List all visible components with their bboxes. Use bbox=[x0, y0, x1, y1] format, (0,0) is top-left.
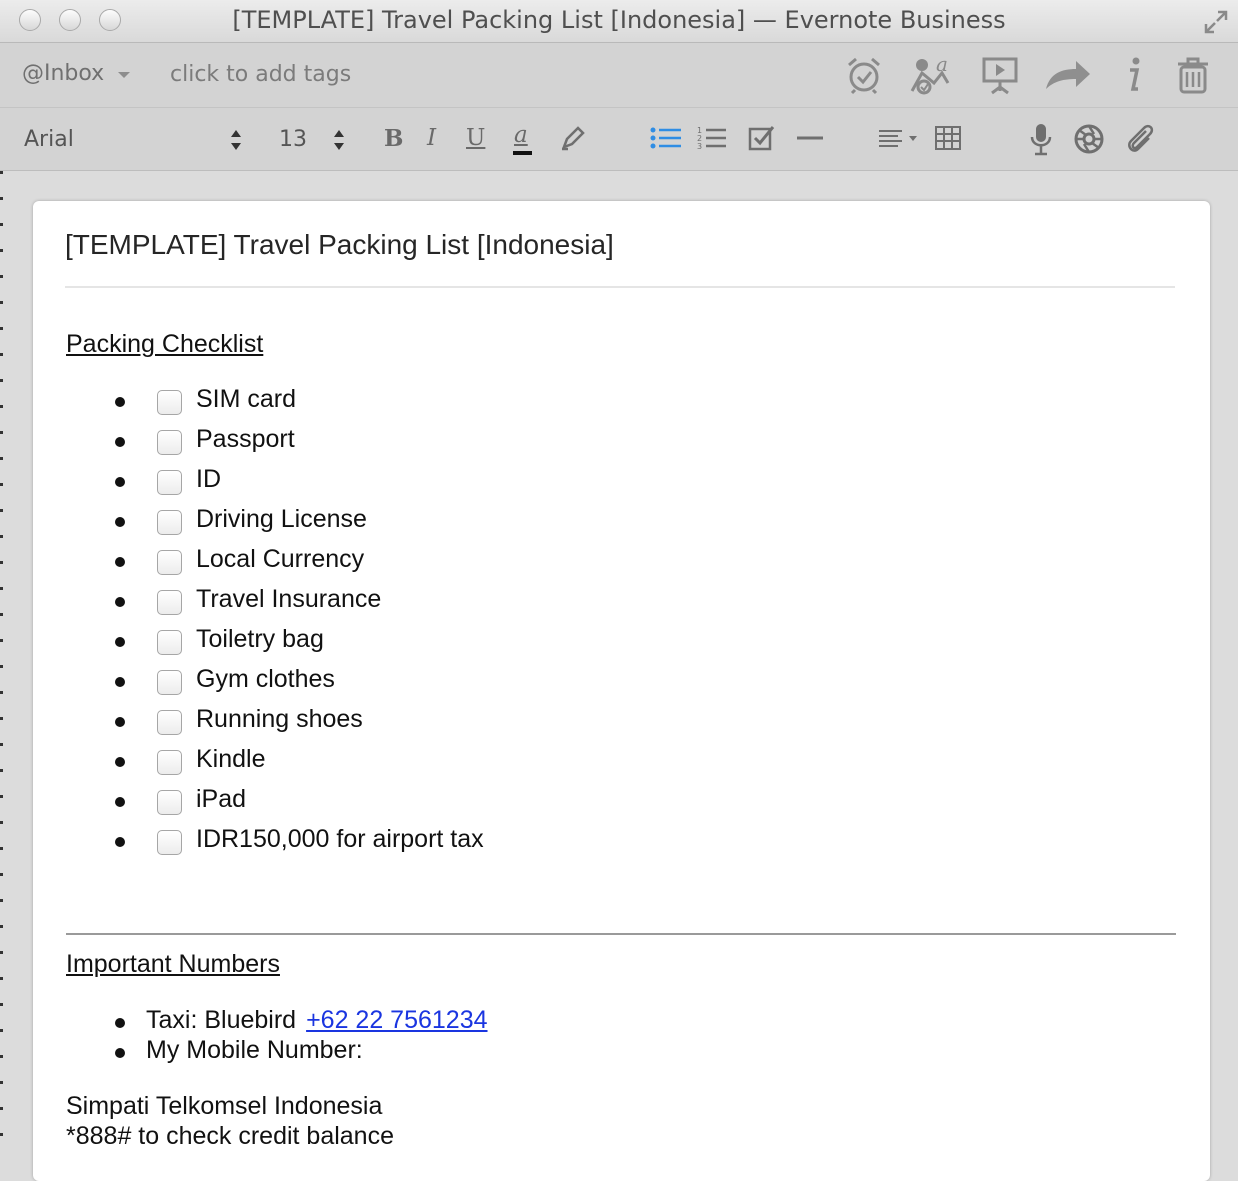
list-item bbox=[33, 1036, 833, 1066]
checklist-item bbox=[33, 823, 833, 863]
checklist-item-label: Travel Insurance bbox=[196, 585, 382, 613]
microphone-icon[interactable] bbox=[1029, 122, 1053, 156]
bullet bbox=[115, 757, 125, 767]
checklist-item bbox=[33, 623, 833, 663]
bullet bbox=[115, 837, 125, 847]
presentation-mode-icon[interactable] bbox=[980, 55, 1020, 95]
todo-checkbox[interactable] bbox=[157, 470, 182, 495]
section-divider bbox=[66, 933, 1176, 935]
svg-text:1: 1 bbox=[697, 126, 703, 135]
text-color-button[interactable]: a bbox=[514, 122, 528, 148]
font-size-select[interactable]: 13 bbox=[279, 127, 307, 152]
title-divider bbox=[65, 286, 1175, 288]
checklist-item-label: Passport bbox=[196, 425, 295, 453]
highlighter-icon[interactable] bbox=[560, 125, 586, 151]
todo-checkbox[interactable] bbox=[157, 790, 182, 815]
formatting-toolbar bbox=[0, 108, 1238, 171]
font-family-select[interactable]: Arial bbox=[24, 127, 74, 152]
checklist-item-label: SIM card bbox=[196, 385, 297, 413]
camera-icon[interactable] bbox=[1073, 123, 1105, 155]
checklist-item-label: Local Currency bbox=[196, 545, 365, 573]
font-size-stepper-icon[interactable] bbox=[333, 128, 345, 152]
window-edge bbox=[0, 171, 3, 1153]
checklist-item-label: ID bbox=[196, 465, 221, 493]
checklist-item-label: Gym clothes bbox=[196, 665, 335, 693]
bullet bbox=[115, 397, 125, 407]
bullet bbox=[115, 557, 125, 567]
checklist-item-label: Toiletry bag bbox=[196, 625, 324, 653]
notebook-name: @Inbox bbox=[22, 61, 105, 86]
checklist-item-label: IDR150,000 for airport tax bbox=[196, 825, 484, 853]
checklist-item bbox=[33, 783, 833, 823]
chevron-down-icon bbox=[117, 70, 131, 80]
reminder-alarm-icon[interactable] bbox=[845, 55, 883, 95]
text-color-swatch bbox=[513, 151, 532, 155]
todo-checkbox[interactable] bbox=[157, 390, 182, 415]
svg-text:2: 2 bbox=[697, 134, 703, 143]
checklist-item-label: Driving License bbox=[196, 505, 367, 533]
taxi-label: Taxi: Bluebird bbox=[146, 1006, 297, 1034]
checklist-item bbox=[33, 583, 833, 623]
balance-tip-text: *888# to check credit balance bbox=[66, 1122, 394, 1150]
note-editor[interactable] bbox=[33, 201, 1210, 1181]
bullet bbox=[115, 1048, 125, 1058]
checklist-item-label: Running shoes bbox=[196, 705, 363, 733]
bullet bbox=[115, 1018, 125, 1028]
notebook-selector[interactable] bbox=[22, 61, 131, 86]
todo-checkbox[interactable] bbox=[157, 630, 182, 655]
bullet bbox=[115, 717, 125, 727]
window-title: [TEMPLATE] Travel Packing List [Indonesia] — Evernote Business bbox=[232, 6, 1006, 34]
svg-text:3: 3 bbox=[697, 142, 703, 151]
table-icon[interactable] bbox=[934, 125, 962, 151]
svg-text:a: a bbox=[936, 53, 948, 76]
bullet bbox=[115, 517, 125, 527]
bullet bbox=[115, 677, 125, 687]
horizontal-rule-icon[interactable] bbox=[796, 135, 824, 141]
title-bar bbox=[0, 0, 1238, 43]
font-family-stepper-icon[interactable] bbox=[230, 128, 242, 152]
packing-checklist-heading: Packing Checklist bbox=[66, 330, 264, 358]
bullet bbox=[115, 797, 125, 807]
info-icon[interactable] bbox=[1122, 55, 1146, 95]
checklist-item bbox=[33, 743, 833, 783]
todo-checkbox[interactable] bbox=[157, 670, 182, 695]
bullet bbox=[115, 437, 125, 447]
checklist-item bbox=[33, 423, 833, 463]
bullet bbox=[115, 477, 125, 487]
checklist-item bbox=[33, 703, 833, 743]
checklist-item bbox=[33, 383, 833, 423]
underline-button[interactable]: U bbox=[466, 125, 486, 151]
work-chat-icon[interactable] bbox=[908, 53, 954, 97]
checklist-item bbox=[33, 663, 833, 703]
todo-checkbox[interactable] bbox=[157, 830, 182, 855]
taxi-phone-link[interactable]: +62 22 7561234 bbox=[306, 1006, 488, 1034]
bulleted-list-icon[interactable] bbox=[650, 126, 682, 150]
todo-checkbox[interactable] bbox=[157, 590, 182, 615]
checkbox-icon[interactable] bbox=[748, 124, 776, 152]
checklist-item bbox=[33, 463, 833, 503]
mobile-number-label: My Mobile Number: bbox=[146, 1036, 363, 1064]
bullet bbox=[115, 637, 125, 647]
checklist-item bbox=[33, 503, 833, 543]
numbered-list-icon[interactable] bbox=[697, 124, 727, 152]
important-numbers-heading: Important Numbers bbox=[66, 950, 280, 978]
tags-input[interactable]: click to add tags bbox=[170, 62, 352, 87]
todo-checkbox[interactable] bbox=[157, 750, 182, 775]
bold-button[interactable]: B bbox=[384, 125, 404, 152]
list-item bbox=[33, 1006, 833, 1036]
italic-button[interactable]: I bbox=[427, 125, 437, 151]
todo-checkbox[interactable] bbox=[157, 550, 182, 575]
todo-checkbox[interactable] bbox=[157, 430, 182, 455]
todo-checkbox[interactable] bbox=[157, 510, 182, 535]
checklist-item-label: iPad bbox=[196, 785, 247, 813]
fullscreen-icon[interactable] bbox=[1202, 8, 1230, 36]
trash-icon[interactable] bbox=[1174, 55, 1212, 95]
todo-checkbox[interactable] bbox=[157, 710, 182, 735]
checklist-item-label: Kindle bbox=[196, 745, 266, 773]
carrier-text: Simpati Telkomsel Indonesia bbox=[66, 1092, 383, 1120]
attachment-icon[interactable] bbox=[1124, 122, 1156, 156]
note-title[interactable]: [TEMPLATE] Travel Packing List [Indonesia] bbox=[65, 229, 614, 260]
checklist-item bbox=[33, 543, 833, 583]
alignment-icon[interactable] bbox=[878, 128, 922, 150]
share-icon[interactable] bbox=[1044, 57, 1092, 93]
note-header-toolbar bbox=[0, 43, 1238, 108]
bullet bbox=[115, 597, 125, 607]
